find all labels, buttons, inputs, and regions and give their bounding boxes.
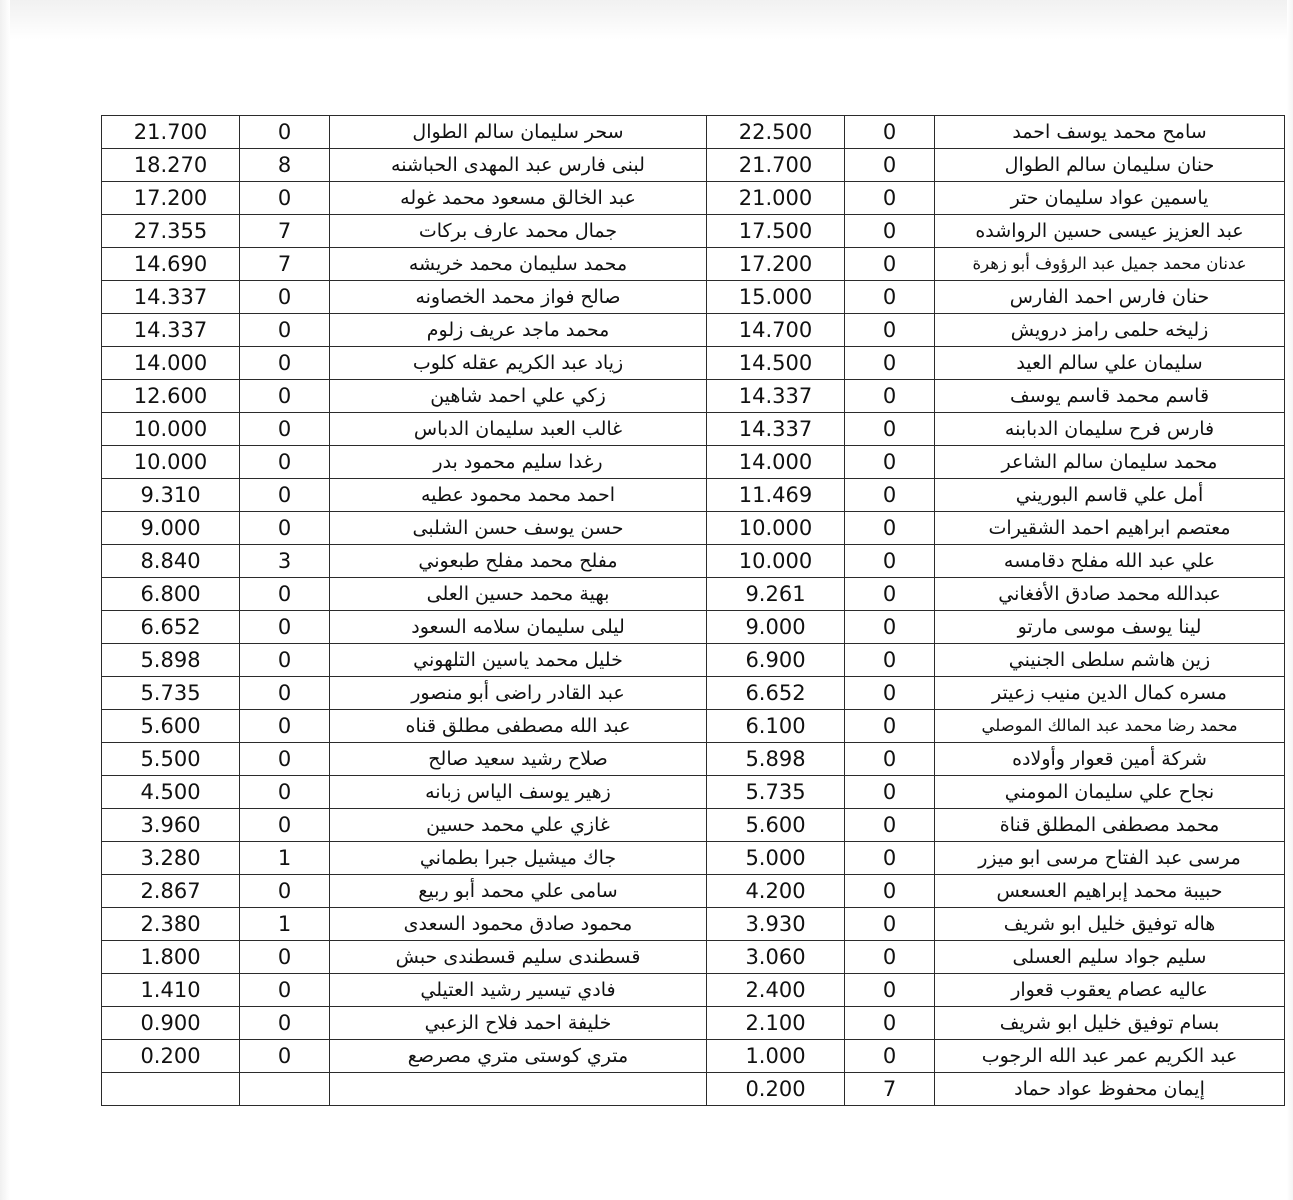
- left-value-cell: 9.000: [102, 512, 240, 545]
- right-name-cell: هاله توفيق خليل ابو شريف: [935, 908, 1285, 941]
- right-name-cell: سليمان علي سالم العيد: [935, 347, 1285, 380]
- right-value-cell: 0.200: [707, 1073, 845, 1106]
- right-count-cell: 0: [845, 479, 935, 512]
- shareholders-table: [101, 115, 1285, 1106]
- left-name-cell: محمد ماجد عريف زلوم: [330, 314, 707, 347]
- left-name-cell: صالح فواز محمد الخصاونه: [330, 281, 707, 314]
- left-name-cell: غازي علي محمد حسين: [330, 809, 707, 842]
- right-name-cell: عدنان محمد جميل عبد الرؤوف أبو زهرة: [935, 248, 1285, 281]
- right-count-cell: 0: [845, 908, 935, 941]
- left-name-cell: جاك ميشيل جبرا بطماني: [330, 842, 707, 875]
- left-name-cell: زهير يوسف الياس زبانه: [330, 776, 707, 809]
- right-name-cell: قاسم محمد قاسم يوسف: [935, 380, 1285, 413]
- right-value-cell: 3.930: [707, 908, 845, 941]
- left-name-cell: عبد القادر راضى أبو منصور: [330, 677, 707, 710]
- right-name-cell: إيمان محفوظ عواد حماد: [935, 1073, 1285, 1106]
- right-value-cell: 9.261: [707, 578, 845, 611]
- right-count-cell: 0: [845, 644, 935, 677]
- left-value-cell: 4.500: [102, 776, 240, 809]
- table-row: [102, 776, 1285, 809]
- right-name-cell: زين هاشم سلطى الجنيني: [935, 644, 1285, 677]
- right-count-cell: 0: [845, 248, 935, 281]
- left-count-cell: 0: [240, 479, 330, 512]
- table-row: [102, 611, 1285, 644]
- left-name-cell: قسطندى سليم قسطندى حبش: [330, 941, 707, 974]
- left-count-cell: [240, 1073, 330, 1106]
- left-count-cell: 0: [240, 941, 330, 974]
- left-value-cell: 12.600: [102, 380, 240, 413]
- table-row: [102, 479, 1285, 512]
- table-row: [102, 677, 1285, 710]
- left-value-cell: 3.960: [102, 809, 240, 842]
- left-name-cell: محمد سليمان محمد خريشه: [330, 248, 707, 281]
- right-name-cell: أمل علي قاسم البوريني: [935, 479, 1285, 512]
- left-name-cell: سامى علي محمد أبو ربيع: [330, 875, 707, 908]
- right-value-cell: 6.100: [707, 710, 845, 743]
- left-count-cell: 0: [240, 182, 330, 215]
- right-count-cell: 0: [845, 149, 935, 182]
- right-value-cell: 14.337: [707, 413, 845, 446]
- right-value-cell: 5.735: [707, 776, 845, 809]
- table-row: [102, 578, 1285, 611]
- right-value-cell: 9.000: [707, 611, 845, 644]
- right-name-cell: محمد رضا محمد عبد المالك الموصلي: [935, 710, 1285, 743]
- table-row: [102, 248, 1285, 281]
- right-count-cell: 0: [845, 974, 935, 1007]
- right-value-cell: 14.500: [707, 347, 845, 380]
- table-body: [102, 116, 1285, 1106]
- right-value-cell: 4.200: [707, 875, 845, 908]
- right-value-cell: 2.400: [707, 974, 845, 1007]
- left-value-cell: 10.000: [102, 413, 240, 446]
- left-value-cell: 1.410: [102, 974, 240, 1007]
- left-count-cell: 0: [240, 1040, 330, 1073]
- table-row: [102, 1073, 1285, 1106]
- left-count-cell: 0: [240, 512, 330, 545]
- right-count-cell: 0: [845, 281, 935, 314]
- right-name-cell: حنان فارس احمد الفارس: [935, 281, 1285, 314]
- right-name-cell: سليم جواد سليم العسلى: [935, 941, 1285, 974]
- right-value-cell: 5.000: [707, 842, 845, 875]
- table-row: [102, 743, 1285, 776]
- right-value-cell: 5.600: [707, 809, 845, 842]
- left-name-cell: رغدا سليم محمود بدر: [330, 446, 707, 479]
- left-count-cell: 0: [240, 611, 330, 644]
- left-value-cell: 18.270: [102, 149, 240, 182]
- left-name-cell: احمد محمد محمود عطيه: [330, 479, 707, 512]
- left-count-cell: 1: [240, 842, 330, 875]
- right-count-cell: 0: [845, 182, 935, 215]
- right-value-cell: 17.200: [707, 248, 845, 281]
- table-row: [102, 1040, 1285, 1073]
- right-count-cell: 0: [845, 116, 935, 149]
- table-row: [102, 314, 1285, 347]
- right-value-cell: 15.000: [707, 281, 845, 314]
- left-count-cell: 0: [240, 710, 330, 743]
- right-value-cell: 14.000: [707, 446, 845, 479]
- left-value-cell: 6.800: [102, 578, 240, 611]
- left-name-cell: زياد عبد الكريم عقله كلوب: [330, 347, 707, 380]
- right-count-cell: 0: [845, 1007, 935, 1040]
- right-count-cell: 7: [845, 1073, 935, 1106]
- right-count-cell: 0: [845, 677, 935, 710]
- right-value-cell: 6.900: [707, 644, 845, 677]
- table-row: [102, 710, 1285, 743]
- left-name-cell: عبد الخالق مسعود محمد غوله: [330, 182, 707, 215]
- right-value-cell: 22.500: [707, 116, 845, 149]
- right-name-cell: سامح محمد يوسف احمد: [935, 116, 1285, 149]
- left-count-cell: 0: [240, 314, 330, 347]
- left-count-cell: 0: [240, 116, 330, 149]
- right-name-cell: حنان سليمان سالم الطوال: [935, 149, 1285, 182]
- right-name-cell: معتصم ابراهيم احمد الشقيرات: [935, 512, 1285, 545]
- right-value-cell: 3.060: [707, 941, 845, 974]
- right-value-cell: 17.500: [707, 215, 845, 248]
- table-row: [102, 116, 1285, 149]
- right-count-cell: 0: [845, 941, 935, 974]
- left-count-cell: 0: [240, 644, 330, 677]
- table-row: [102, 281, 1285, 314]
- right-name-cell: زليخه حلمى رامز درويش: [935, 314, 1285, 347]
- left-count-cell: 0: [240, 347, 330, 380]
- left-value-cell: 3.280: [102, 842, 240, 875]
- left-name-cell: لبنى فارس عبد المهدى الحباشنه: [330, 149, 707, 182]
- right-value-cell: 10.000: [707, 545, 845, 578]
- left-count-cell: 3: [240, 545, 330, 578]
- right-count-cell: 0: [845, 776, 935, 809]
- right-count-cell: 0: [845, 314, 935, 347]
- right-name-cell: حبيبة محمد إبراهيم العسعس: [935, 875, 1285, 908]
- right-name-cell: فارس فرح سليمان الدبابنه: [935, 413, 1285, 446]
- table-row: [102, 380, 1285, 413]
- left-count-cell: 7: [240, 215, 330, 248]
- left-count-cell: 0: [240, 875, 330, 908]
- right-value-cell: 21.000: [707, 182, 845, 215]
- left-value-cell: 14.690: [102, 248, 240, 281]
- right-name-cell: علي عبد الله مفلح دقامسه: [935, 545, 1285, 578]
- left-name-cell: بهية محمد حسين العلى: [330, 578, 707, 611]
- left-name-cell: عبد الله مصطفى مطلق قناه: [330, 710, 707, 743]
- left-value-cell: 5.735: [102, 677, 240, 710]
- right-count-cell: 0: [845, 710, 935, 743]
- left-value-cell: 5.600: [102, 710, 240, 743]
- right-count-cell: 0: [845, 215, 935, 248]
- right-count-cell: 0: [845, 809, 935, 842]
- left-name-cell: خليفة احمد فلاح الزعبي: [330, 1007, 707, 1040]
- right-name-cell: محمد مصطفى المطلق قناة: [935, 809, 1285, 842]
- right-value-cell: 14.700: [707, 314, 845, 347]
- right-count-cell: 0: [845, 1040, 935, 1073]
- left-value-cell: 5.500: [102, 743, 240, 776]
- left-count-cell: 8: [240, 149, 330, 182]
- left-count-cell: 0: [240, 578, 330, 611]
- left-count-cell: 0: [240, 380, 330, 413]
- left-name-cell: زكي علي احمد شاهين: [330, 380, 707, 413]
- page-left-shadow: [0, 0, 10, 1200]
- right-count-cell: 0: [845, 347, 935, 380]
- left-count-cell: 0: [240, 281, 330, 314]
- left-value-cell: 17.200: [102, 182, 240, 215]
- right-name-cell: لينا يوسف موسى مارتو: [935, 611, 1285, 644]
- left-name-cell: صلاح رشيد سعيد صالح: [330, 743, 707, 776]
- left-count-cell: 0: [240, 974, 330, 1007]
- right-name-cell: عبد الكريم عمر عبد الله الرجوب: [935, 1040, 1285, 1073]
- table-row: [102, 182, 1285, 215]
- table-row: [102, 347, 1285, 380]
- left-count-cell: 0: [240, 446, 330, 479]
- left-value-cell: 14.337: [102, 314, 240, 347]
- table-row: [102, 149, 1285, 182]
- left-value-cell: 5.898: [102, 644, 240, 677]
- table-row: [102, 941, 1285, 974]
- table-row: [102, 875, 1285, 908]
- left-value-cell: [102, 1073, 240, 1106]
- left-name-cell: خليل محمد ياسين التلهوني: [330, 644, 707, 677]
- right-name-cell: نجاح علي سليمان المومني: [935, 776, 1285, 809]
- table-row: [102, 446, 1285, 479]
- left-name-cell: سحر سليمان سالم الطوال: [330, 116, 707, 149]
- table-row: [102, 974, 1285, 1007]
- right-name-cell: ياسمين عواد سليمان حتر: [935, 182, 1285, 215]
- right-count-cell: 0: [845, 578, 935, 611]
- table-row: [102, 215, 1285, 248]
- left-name-cell: حسن يوسف حسن الشلبى: [330, 512, 707, 545]
- left-value-cell: 1.800: [102, 941, 240, 974]
- right-count-cell: 0: [845, 611, 935, 644]
- right-value-cell: 1.000: [707, 1040, 845, 1073]
- table-row: [102, 842, 1285, 875]
- left-count-cell: 0: [240, 677, 330, 710]
- left-name-cell: فادي تيسير رشيد العتيلي: [330, 974, 707, 1007]
- left-name-cell: متري كوستى متري مصرصع: [330, 1040, 707, 1073]
- table-row: [102, 545, 1285, 578]
- right-value-cell: 14.337: [707, 380, 845, 413]
- left-count-cell: 7: [240, 248, 330, 281]
- right-count-cell: 0: [845, 743, 935, 776]
- left-name-cell: غالب العبد سليمان الدباس: [330, 413, 707, 446]
- right-count-cell: 0: [845, 875, 935, 908]
- left-name-cell: [330, 1073, 707, 1106]
- right-name-cell: شركة أمين قعوار وأولاده: [935, 743, 1285, 776]
- left-value-cell: 0.200: [102, 1040, 240, 1073]
- right-count-cell: 0: [845, 413, 935, 446]
- left-count-cell: 0: [240, 413, 330, 446]
- left-value-cell: 2.380: [102, 908, 240, 941]
- right-value-cell: 21.700: [707, 149, 845, 182]
- left-value-cell: 8.840: [102, 545, 240, 578]
- right-value-cell: 11.469: [707, 479, 845, 512]
- left-count-cell: 1: [240, 908, 330, 941]
- right-name-cell: مسره كمال الدين منيب زعيتر: [935, 677, 1285, 710]
- left-value-cell: 27.355: [102, 215, 240, 248]
- left-count-cell: 0: [240, 743, 330, 776]
- right-name-cell: بسام توفيق خليل ابو شريف: [935, 1007, 1285, 1040]
- left-value-cell: 0.900: [102, 1007, 240, 1040]
- right-count-cell: 0: [845, 380, 935, 413]
- left-name-cell: ليلى سليمان سلامه السعود: [330, 611, 707, 644]
- right-count-cell: 0: [845, 545, 935, 578]
- right-name-cell: مرسى عبد الفتاح مرسى ابو ميزر: [935, 842, 1285, 875]
- left-value-cell: 21.700: [102, 116, 240, 149]
- left-name-cell: جمال محمد عارف بركات: [330, 215, 707, 248]
- table-row: [102, 413, 1285, 446]
- right-name-cell: عاليه عصام يعقوب قعوار: [935, 974, 1285, 1007]
- page-right-shadow: [1287, 0, 1293, 1200]
- right-count-cell: 0: [845, 446, 935, 479]
- left-value-cell: 6.652: [102, 611, 240, 644]
- left-value-cell: 10.000: [102, 446, 240, 479]
- left-count-cell: 0: [240, 776, 330, 809]
- right-value-cell: 6.652: [707, 677, 845, 710]
- right-value-cell: 10.000: [707, 512, 845, 545]
- left-name-cell: محمود صادق محمود السعدى: [330, 908, 707, 941]
- right-name-cell: محمد سليمان سالم الشاعر: [935, 446, 1285, 479]
- right-count-cell: 0: [845, 512, 935, 545]
- right-value-cell: 5.898: [707, 743, 845, 776]
- table-row: [102, 809, 1285, 842]
- left-value-cell: 14.000: [102, 347, 240, 380]
- left-value-cell: 9.310: [102, 479, 240, 512]
- right-name-cell: عبد العزيز عيسى حسين الرواشده: [935, 215, 1285, 248]
- page-top-shadow: [0, 0, 1293, 40]
- left-value-cell: 14.337: [102, 281, 240, 314]
- right-value-cell: 2.100: [707, 1007, 845, 1040]
- table-row: [102, 908, 1285, 941]
- left-count-cell: 0: [240, 1007, 330, 1040]
- right-count-cell: 0: [845, 842, 935, 875]
- table-row: [102, 644, 1285, 677]
- left-name-cell: مفلح محمد مفلح طبعوني: [330, 545, 707, 578]
- table-row: [102, 1007, 1285, 1040]
- left-value-cell: 2.867: [102, 875, 240, 908]
- left-count-cell: 0: [240, 809, 330, 842]
- table-row: [102, 512, 1285, 545]
- right-name-cell: عبدالله محمد صادق الأفغاني: [935, 578, 1285, 611]
